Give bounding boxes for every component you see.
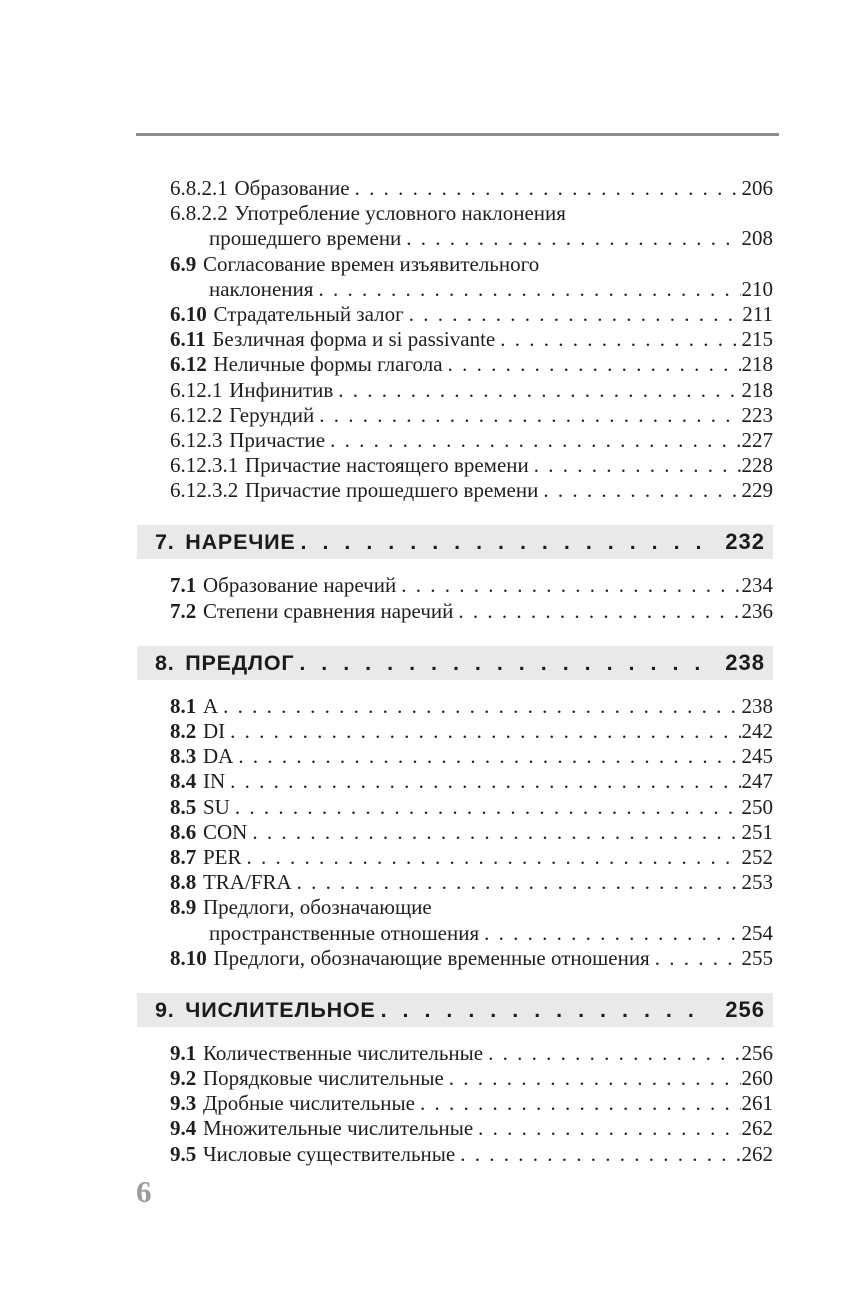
toc-row-title: Дробные числительные bbox=[202, 1091, 415, 1116]
section-header bbox=[137, 525, 773, 559]
toc-row-page-number: 218 bbox=[741, 377, 773, 402]
toc-row-title: TRA/FRA bbox=[202, 870, 292, 895]
toc-row-number: 8.8 bbox=[170, 870, 197, 895]
dot-leader bbox=[543, 478, 740, 503]
section-page-number: 232 bbox=[725, 529, 765, 555]
dot-leader bbox=[409, 302, 742, 327]
toc-row-page-number: 242 bbox=[741, 719, 773, 743]
toc-row-label bbox=[170, 352, 443, 377]
toc bbox=[137, 176, 773, 1167]
toc-row-label bbox=[170, 453, 529, 478]
toc-row-title: Согласование времен изъявительного bbox=[202, 251, 540, 276]
toc-row-page-number: 251 bbox=[741, 819, 773, 844]
toc-row bbox=[137, 1116, 773, 1141]
dot-leader bbox=[330, 428, 740, 453]
toc-row-title: Числовые существительные bbox=[202, 1141, 456, 1166]
toc-row-page-number: 245 bbox=[741, 744, 773, 769]
toc-row-number: 8.6 bbox=[170, 819, 197, 844]
toc-row-number: 9.2 bbox=[170, 1066, 197, 1091]
toc-row-number: 6.12.2 bbox=[170, 402, 223, 427]
dot-leader bbox=[238, 744, 740, 769]
toc-row bbox=[137, 1066, 773, 1091]
toc-row-page-number: 206 bbox=[741, 176, 773, 200]
toc-row-number: 7.2 bbox=[170, 598, 197, 623]
dot-leader bbox=[484, 921, 740, 946]
dot-leader bbox=[401, 573, 740, 598]
toc-row-label bbox=[170, 845, 241, 870]
toc-row-title: Инфинитив bbox=[229, 377, 334, 402]
toc-row-number: 9.1 bbox=[170, 1040, 197, 1065]
toc-row-label bbox=[170, 870, 292, 895]
toc-row-label bbox=[170, 744, 233, 769]
toc-row-label bbox=[170, 1116, 473, 1141]
dot-leader bbox=[338, 378, 740, 403]
toc-row-label bbox=[209, 277, 313, 302]
toc-row-label bbox=[170, 403, 314, 428]
toc-row-title: Причастие настоящего времени bbox=[244, 453, 529, 478]
toc-row-title: SU bbox=[202, 794, 230, 819]
toc-row-title: наклонения bbox=[209, 276, 314, 301]
toc-row-label bbox=[170, 252, 539, 277]
dot-leader bbox=[230, 769, 740, 794]
top-rule bbox=[136, 133, 779, 136]
toc-row-label bbox=[170, 428, 325, 453]
toc-row-label bbox=[209, 226, 401, 251]
dot-leader bbox=[406, 226, 740, 251]
dot-leader bbox=[252, 820, 740, 845]
toc-row-page-number: 227 bbox=[741, 427, 773, 452]
toc-row-page-number: 218 bbox=[741, 352, 773, 377]
section-number: 8. bbox=[155, 650, 175, 675]
toc-row bbox=[137, 378, 773, 403]
toc-row bbox=[137, 403, 773, 428]
dot-leader bbox=[301, 525, 711, 559]
toc-row bbox=[137, 870, 773, 895]
toc-row-number: 6.9 bbox=[170, 251, 197, 276]
dot-leader bbox=[318, 277, 740, 302]
toc-row bbox=[137, 1142, 773, 1167]
toc-row-number: 6.8.2.2 bbox=[170, 201, 228, 226]
toc-row-label bbox=[170, 573, 396, 598]
dot-leader bbox=[458, 599, 740, 624]
toc-row-title: Образование наречий bbox=[202, 573, 397, 598]
toc-row-title: Образование bbox=[234, 176, 350, 200]
toc-row-title: пространственные отношения bbox=[209, 920, 480, 945]
dot-leader bbox=[478, 1116, 740, 1141]
toc-row-title: Страдательный залог bbox=[213, 301, 404, 326]
dot-leader bbox=[420, 1091, 741, 1116]
toc-row bbox=[137, 226, 773, 251]
toc-row-title: DA bbox=[202, 744, 234, 769]
toc-row-label bbox=[170, 795, 230, 820]
toc-row bbox=[137, 302, 773, 327]
toc-section bbox=[137, 646, 773, 971]
toc-row bbox=[137, 599, 773, 624]
toc-row-number: 8.3 bbox=[170, 744, 197, 769]
toc-row bbox=[137, 946, 773, 971]
dot-leader bbox=[655, 946, 741, 971]
toc-row-label bbox=[170, 599, 453, 624]
toc-row-number: 8.9 bbox=[170, 895, 197, 920]
toc-row bbox=[137, 795, 773, 820]
toc-row bbox=[137, 1041, 773, 1066]
toc-row-title: DI bbox=[202, 719, 226, 743]
dot-leader bbox=[460, 1142, 740, 1167]
toc-row-title: Количественные числительные bbox=[202, 1040, 484, 1065]
toc-row-label bbox=[170, 719, 225, 744]
toc-row bbox=[137, 352, 773, 377]
toc-row-page-number: 208 bbox=[741, 226, 773, 251]
section-header bbox=[137, 993, 773, 1027]
toc-row-title: Неличные формы глагола bbox=[213, 352, 443, 377]
toc-row-number: 6.11 bbox=[170, 327, 206, 352]
toc-row bbox=[137, 719, 773, 744]
section-header bbox=[137, 646, 773, 680]
toc-row-number: 8.10 bbox=[170, 945, 207, 970]
page-number: 6 bbox=[136, 1174, 152, 1209]
toc-row-label bbox=[170, 694, 218, 719]
toc-row-page-number: 254 bbox=[741, 920, 773, 945]
toc-row-page-number: 211 bbox=[742, 301, 773, 326]
toc-row-page-number: 261 bbox=[741, 1091, 773, 1116]
dot-leader bbox=[381, 993, 711, 1027]
toc-row-label bbox=[170, 769, 225, 794]
section-title: ЧИСЛИТЕЛЬНОЕ bbox=[185, 997, 376, 1022]
toc-row-page-number: 253 bbox=[741, 870, 773, 895]
dot-leader bbox=[449, 1066, 741, 1091]
toc-row-page-number: 229 bbox=[741, 478, 773, 503]
toc-row bbox=[137, 694, 773, 719]
dot-leader bbox=[319, 403, 740, 428]
dot-leader bbox=[355, 176, 741, 201]
toc-row-number: 9.3 bbox=[170, 1091, 197, 1116]
toc-row-number: 9.5 bbox=[170, 1141, 197, 1166]
toc-row-page-number: 262 bbox=[741, 1141, 773, 1166]
section-title: ПРЕДЛОГ bbox=[185, 650, 295, 675]
toc-row-title: Предлоги, обозначающие временные отношения bbox=[213, 945, 650, 970]
toc-row-number: 6.12 bbox=[170, 352, 207, 377]
dot-leader bbox=[534, 453, 741, 478]
toc-row-number: 6.12.3.1 bbox=[170, 453, 239, 478]
toc-section bbox=[137, 176, 773, 503]
toc-row-page-number: 215 bbox=[741, 327, 773, 352]
dot-leader bbox=[297, 870, 741, 895]
dot-leader bbox=[235, 795, 741, 820]
toc-rows bbox=[137, 176, 773, 503]
toc-row-title: PER bbox=[202, 844, 242, 869]
dot-leader bbox=[448, 352, 741, 377]
dot-leader bbox=[488, 1041, 740, 1066]
toc-row bbox=[137, 895, 773, 920]
toc-row-label bbox=[170, 946, 650, 971]
toc-row bbox=[137, 769, 773, 794]
toc-row-number: 9.4 bbox=[170, 1116, 197, 1141]
toc-row bbox=[137, 252, 773, 277]
toc-row-number: 6.12.3 bbox=[170, 427, 223, 452]
toc-row-title: Причастие bbox=[229, 427, 326, 452]
dot-leader bbox=[500, 327, 740, 352]
toc-row-title: Безличная форма и si passivante bbox=[212, 327, 496, 352]
toc-row-page-number: 210 bbox=[741, 276, 773, 301]
toc-row-title: прошедшего времени bbox=[209, 226, 402, 251]
toc-row bbox=[137, 573, 773, 598]
toc-row-page-number: 255 bbox=[741, 945, 773, 970]
dot-leader bbox=[223, 694, 740, 719]
toc-row-label bbox=[170, 895, 432, 920]
toc-row-title: Степени сравнения наречий bbox=[202, 598, 454, 623]
toc-section bbox=[137, 525, 773, 623]
toc-row-page-number: 228 bbox=[741, 453, 773, 478]
dot-leader bbox=[230, 719, 740, 744]
toc-row bbox=[137, 478, 773, 503]
toc-row bbox=[137, 327, 773, 352]
toc-row-label bbox=[170, 302, 404, 327]
toc-row-number: 8.4 bbox=[170, 769, 197, 794]
toc-row bbox=[137, 428, 773, 453]
toc-row-label bbox=[170, 1142, 455, 1167]
toc-row-number: 8.7 bbox=[170, 844, 197, 869]
toc-row-label bbox=[170, 820, 247, 845]
section-number: 9. bbox=[155, 997, 175, 1022]
dot-leader bbox=[299, 646, 710, 680]
toc-row-page-number: 236 bbox=[741, 598, 773, 623]
toc-row-label bbox=[170, 176, 350, 201]
toc-section bbox=[137, 993, 773, 1167]
toc-row-page-number: 256 bbox=[741, 1040, 773, 1065]
toc-row-title: Употребление условного наклонения bbox=[234, 201, 566, 226]
section-title: НАРЕЧИЕ bbox=[185, 530, 296, 555]
toc-row-number: 6.12.1 bbox=[170, 377, 223, 402]
toc-row bbox=[137, 277, 773, 302]
toc-row-label bbox=[170, 201, 566, 226]
toc-row-page-number: 250 bbox=[741, 794, 773, 819]
section-page-number: 256 bbox=[725, 996, 765, 1022]
toc-row-title: CON bbox=[202, 819, 248, 844]
toc-row-number: 8.5 bbox=[170, 794, 197, 819]
toc-row bbox=[137, 176, 773, 201]
toc-row-number: 8.1 bbox=[170, 693, 197, 718]
toc-row-label bbox=[170, 1091, 415, 1116]
toc-rows bbox=[137, 694, 773, 971]
toc-row bbox=[137, 201, 773, 226]
toc-row-label bbox=[170, 478, 538, 503]
toc-row-title: A bbox=[202, 693, 219, 718]
toc-row-label bbox=[170, 1066, 444, 1091]
toc-rows bbox=[137, 1041, 773, 1167]
toc-row bbox=[137, 921, 773, 946]
toc-row bbox=[137, 845, 773, 870]
toc-row bbox=[137, 820, 773, 845]
section-number: 7. bbox=[155, 530, 175, 555]
toc-row-page-number: 252 bbox=[741, 844, 773, 869]
toc-row-title: Предлоги, обозначающие bbox=[202, 895, 432, 920]
toc-row-label bbox=[170, 1041, 483, 1066]
toc-row-number: 8.2 bbox=[170, 719, 197, 743]
toc-row bbox=[137, 744, 773, 769]
toc-row-page-number: 262 bbox=[741, 1116, 773, 1141]
toc-row-title: Причастие прошедшего времени bbox=[244, 478, 539, 503]
section-page-number: 238 bbox=[725, 649, 765, 675]
toc-row-number: 6.8.2.1 bbox=[170, 176, 228, 200]
toc-row-title: Порядковые числительные bbox=[202, 1066, 444, 1091]
toc-row-number: 7.1 bbox=[170, 573, 197, 598]
toc-row bbox=[137, 1091, 773, 1116]
toc-row bbox=[137, 453, 773, 478]
toc-row-page-number: 247 bbox=[741, 769, 773, 794]
toc-row-label bbox=[209, 921, 479, 946]
toc-row-label bbox=[170, 327, 495, 352]
toc-row-page-number: 260 bbox=[741, 1066, 773, 1091]
toc-row-title: Множительные числительные bbox=[202, 1116, 474, 1141]
toc-row-label bbox=[170, 378, 333, 403]
toc-rows bbox=[137, 573, 773, 623]
toc-row-title: IN bbox=[202, 769, 226, 794]
toc-row-page-number: 238 bbox=[741, 693, 773, 718]
dot-leader bbox=[246, 845, 740, 870]
toc-row-page-number: 223 bbox=[741, 402, 773, 427]
toc-row-number: 6.12.3.2 bbox=[170, 478, 239, 503]
toc-row-page-number: 234 bbox=[741, 573, 773, 598]
toc-row-title: Герундий bbox=[229, 402, 315, 427]
toc-row-number: 6.10 bbox=[170, 301, 207, 326]
